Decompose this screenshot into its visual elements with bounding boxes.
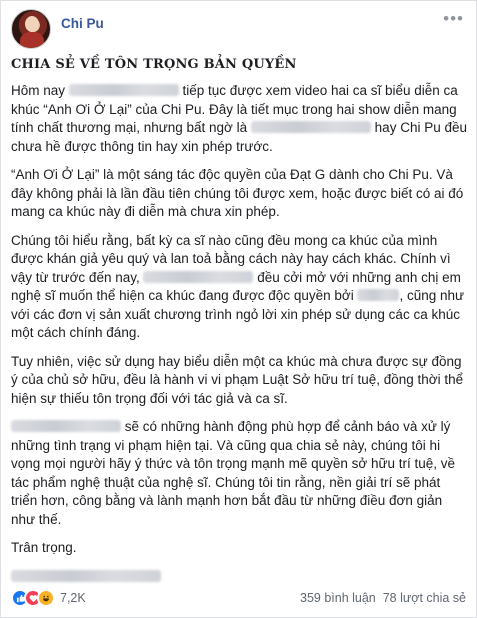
post-footer: [11, 587, 466, 609]
paragraph-text: Chúng tôi hiểu rằng, bất kỳ ca sĩ nào cũng đều mong ca khúc của mình được khán giả yêu quý và lan toả bằng cách này hay cách khác. Chính vì vậy từ trước đến nay,: [11, 232, 451, 285]
more-options-icon[interactable]: •••: [443, 9, 464, 28]
avatar-face: [25, 16, 39, 32]
author-name[interactable]: Chi Pu: [61, 16, 104, 31]
paragraph-p5: [11, 418, 469, 529]
redacted-name: [251, 121, 371, 133]
reactions-summary[interactable]: [11, 589, 86, 607]
paragraph-text: Tuy nhiên, việc sử dụng hay biểu diễn một ca khúc mà chưa được sự đồng ý của chủ sở hữu, đều là hành vi vi phạm Luật Sở hữu trí tuệ, đồng thời thể hiện sự thiếu tôn trọng đối với tác giả và ca sĩ.: [11, 353, 464, 406]
paragraph-p1: [11, 82, 469, 156]
paragraph-text: tiếp tục được xem video hai ca sĩ biểu diễn ca khúc “Anh Ơi Ở Lại” của Chi Pu. Đây là tiết mục trong hai show diễn mang tính chất thương mại, nhưng bất ngờ là: [11, 83, 458, 135]
paragraph-text: “Anh Ơi Ở Lại” là một sáng tác độc quyền của Đạt G dành cho Chi Pu. Và đây không phải là lần đầu tiên chúng tôi được xem, hoặc được biết có ai đó mang ca khúc này đi diễn mà chưa xin phép.: [11, 167, 464, 219]
paragraph-p2: [11, 166, 469, 222]
redacted-name: [11, 420, 121, 432]
redacted-signature: [11, 570, 161, 582]
avatar[interactable]: [11, 9, 51, 49]
avatar-body: [20, 32, 44, 49]
post-title: CHIA SẺ VỀ TÔN TRỌNG BẢN QUYỀN: [11, 57, 297, 72]
paragraph-text: Trân trọng.: [11, 540, 77, 555]
paragraph-text: đều cởi mở với những anh chị em nghệ sĩ muốn thể hiện ca khúc đang được độc quyền bởi: [11, 269, 461, 303]
engagement-stats: [300, 591, 466, 605]
paragraph-text: hay Chi Pu đều chưa hề được thông tin hay xin phép trước.: [11, 120, 467, 154]
paragraph-p4: [11, 353, 469, 409]
post-header: [11, 9, 468, 51]
shares-count[interactable]: 78 lượt chia sẻ: [382, 591, 466, 605]
post-content: [11, 57, 469, 596]
paragraph-text: Hôm nay: [11, 83, 69, 98]
redacted-name: [69, 84, 179, 96]
paragraph-p3: [11, 232, 469, 343]
reaction-count[interactable]: 7,2K: [60, 591, 86, 605]
post-body: [11, 82, 469, 558]
comments-count[interactable]: 359 bình luận: [300, 591, 376, 605]
redacted-name: [357, 289, 399, 301]
paragraph-p6: [11, 539, 469, 558]
haha-icon: [37, 589, 55, 607]
paragraph-text: , cũng như với các đơn vị sản xuất chương trình ngỏ lời xin phép sử dụng các ca khúc một cách chính đáng.: [11, 288, 465, 340]
redacted-name: [143, 271, 253, 283]
paragraph-text: sẽ có những hành động phù hợp để cảnh báo và xử lý những tình trạng vi phạm hiện tại. Và cũng qua chia sẻ này, chúng tôi hi vọng mọi người hãy ý thức và tôn trọng mạnh mẽ quyền sở hữu trí tuệ, về tác phẩm nghệ thuật của nghệ sĩ. Chúng tôi tin rằng, nền giải trí sẽ phát triển hơn, công bằng và lành mạnh hơn bắt đầu từ những điều đơn giản như thế.: [11, 419, 456, 527]
signature: [11, 568, 469, 587]
